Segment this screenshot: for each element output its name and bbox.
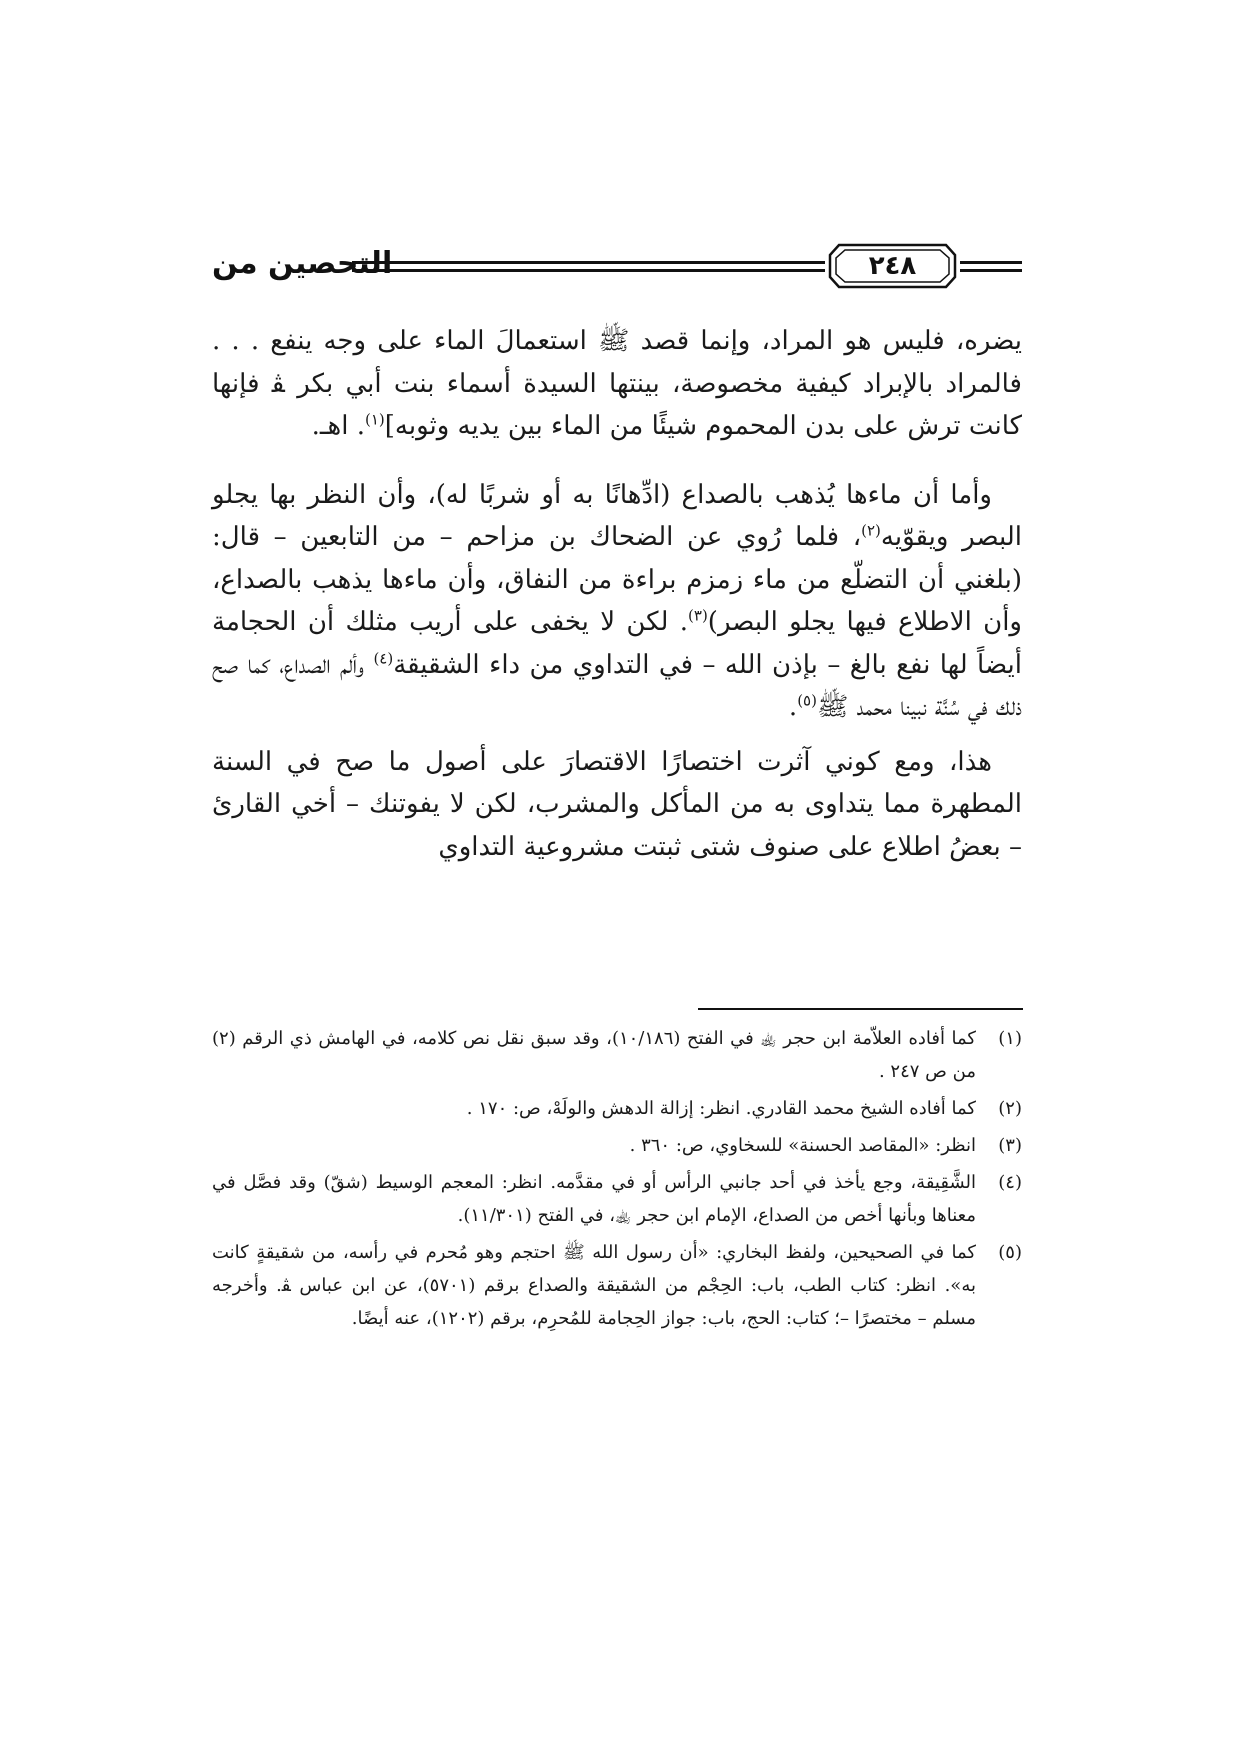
header-rule-right bbox=[960, 261, 1022, 273]
page-number: ٢٤٨ bbox=[868, 251, 917, 281]
paragraph-3: هذا، ومع كوني آثرت اختصارًا الاقتصارَ على أصول ما صح في السنة المطهرة مما يتداوى به من المأكل والمشرب، لكن لا يفوتنك – أخي القارئ – بعضُ اطلاع على صنوف شتى ثبتت مشروعية التداوي bbox=[212, 746, 1022, 862]
footnote-text: كما في الصحيحين، ولفظ البخاري: «أن رسول الله ﷺ احتجم وهو مُحرم في رأسه، من شقيقةٍ كانت به». انظر: كتاب الطب، باب: الحِجْم من الشقيقة والصداع برقم (٥٧٠١)، عن ابن عباس ﭭ. وأخرجه مسلم – مختصرًا –؛ كتاب: الحج، باب: جواز الحِجامة للمُحرِم، برقم (١٢٠٢)، عنه أيضًا. bbox=[212, 1242, 976, 1329]
footnote-3 bbox=[212, 1129, 1022, 1162]
page-number-frame bbox=[825, 241, 960, 291]
footnote-text: الشَّقِيقة، وجع يأخذ في أحد جانبي الرأس أو في مقدَّمه. انظر: المعجم الوسيط (شقّ) وقد فصَّل في معناها وبأنها أخص من الصداع، الإمام ابن حجر ﵀، في الفتح (١١/٣٠١). bbox=[212, 1172, 976, 1226]
footnote-ref-1: (١) bbox=[364, 410, 385, 429]
footnote-number: (٢) bbox=[998, 1098, 1022, 1119]
footnote-number: (٣) bbox=[998, 1135, 1022, 1156]
paragraph-2-text-d: وألم الصداع، كما صح ذلك في سُنَّة نبينا محمد ﷺ bbox=[212, 649, 1022, 722]
footnote-text: كما أفاده العلاّمة ابن حجر ﵀ في الفتح (١٠/١٨٦)، وقد سبق نقل نص كلامه، في الهامش ذي الرقم (٢) من ص ٢٤٧ . bbox=[212, 1028, 976, 1082]
footnote-1 bbox=[212, 1022, 1022, 1088]
paragraph-1-end: . اهـ. bbox=[311, 411, 365, 441]
footnote-ref-4: (٤) bbox=[373, 648, 394, 667]
paragraph-1-text: يضره، فليس هو المراد، وإنما قصد ﷺ استعمالَ الماء على وجه ينفع . . . فالمراد بالإبراد كيفية مخصوصة، بينتها السيدة أسماء بنت أبي بكر ﭭ فإنها كانت ترش على بدن المحموم شيئًا من الماء بين يديه وثوبه] bbox=[212, 326, 1022, 441]
footnote-number: (٤) bbox=[998, 1172, 1022, 1193]
paragraph-2-text-b: ، فلما رُوي عن الضحاك بن مزاحم – من التابعين – قال: (بلغني أن التضلّع من ماء زمزم براءة من النفاق، وأن ماءها يذهب بالصداع، وأن الاطلاع فيها يجلو البصر) bbox=[212, 522, 1022, 637]
footnotes bbox=[212, 1022, 1022, 1339]
footnote-5 bbox=[212, 1236, 1022, 1335]
footnote-text: انظر: «المقاصد الحسنة» للسخاوي، ص: ٣٦٠ . bbox=[629, 1135, 976, 1156]
footnote-number: (١) bbox=[998, 1028, 1022, 1049]
running-title: التحصين من bbox=[212, 246, 393, 281]
footnote-ref-5: (٥) bbox=[797, 691, 817, 710]
paragraph-2-text-c: . لكن لا يخفى على أريب مثلك أن الحجامة أيضاً لها نفع بالغ – بإذن الله – في التداوي من داء الشقيقة bbox=[212, 607, 1022, 680]
footnote-separator bbox=[698, 1008, 1023, 1010]
paragraph-1 bbox=[212, 320, 1022, 448]
page-header bbox=[212, 238, 1022, 298]
paragraph-2 bbox=[212, 474, 1022, 729]
footnote-number: (٥) bbox=[998, 1242, 1022, 1263]
footnote-2 bbox=[212, 1092, 1022, 1125]
footnote-ref-2: (٢) bbox=[861, 521, 881, 540]
main-text bbox=[212, 320, 1022, 868]
footnote-4 bbox=[212, 1166, 1022, 1232]
paragraph-2-text-a: وأما أن ماءها يُذهب بالصداع (ادِّهانًا به أو شربًا له)، وأن النظر بها يجلو البصر ويقوّيه bbox=[212, 479, 1022, 552]
paragraph-2-text-e: . bbox=[788, 692, 798, 722]
header-rule-left bbox=[352, 261, 825, 273]
footnote-ref-3: (٣) bbox=[688, 606, 708, 625]
footnote-text: كما أفاده الشيخ محمد القادري. انظر: إزالة الدهش والولَهْ، ص: ١٧٠ . bbox=[466, 1098, 976, 1119]
